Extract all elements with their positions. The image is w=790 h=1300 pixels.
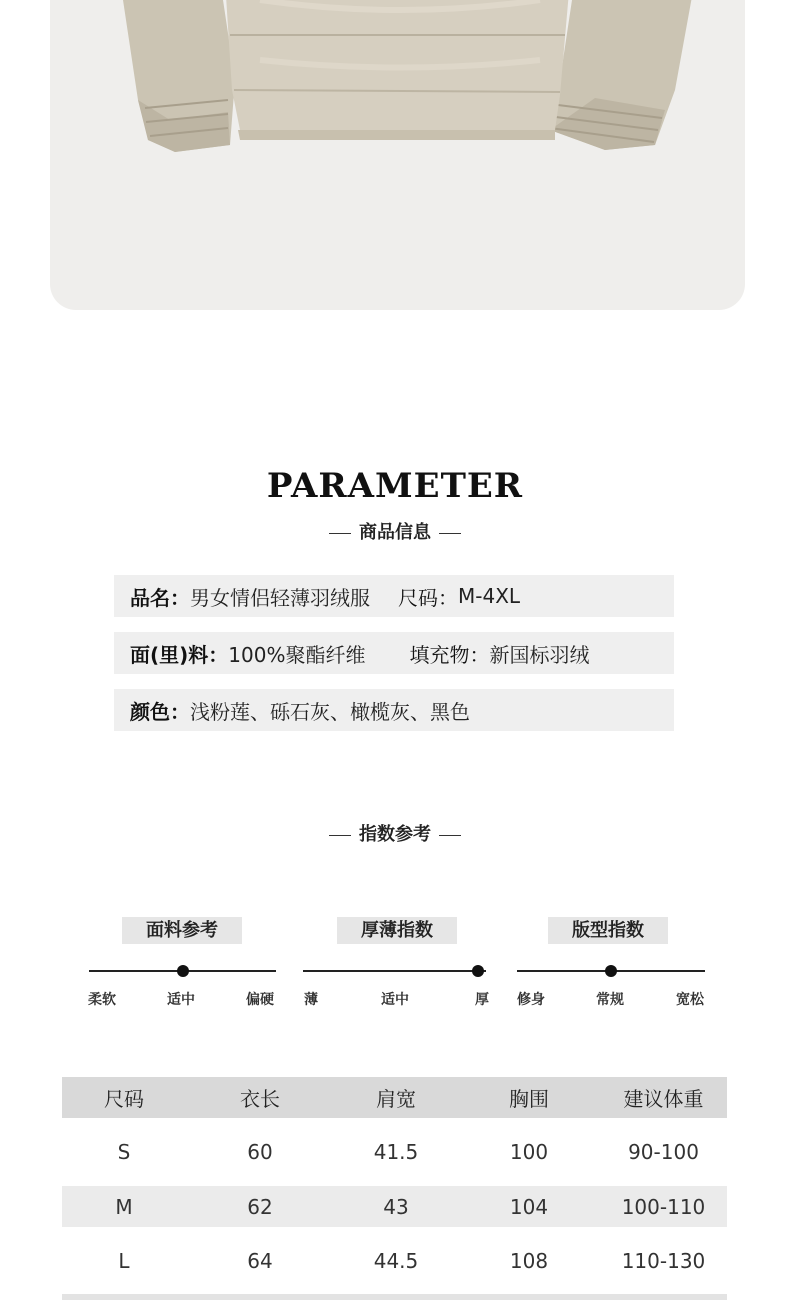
down-jacket-image <box>50 0 745 310</box>
info-row-name-size <box>114 575 674 617</box>
info-value: M-4XL <box>458 584 521 608</box>
product-photo <box>50 0 745 310</box>
page-title: PARAMETER <box>266 466 524 506</box>
table-cell: 90-100 <box>600 1118 727 1186</box>
table-cell: M <box>62 1186 186 1227</box>
info-key: 填充物： <box>409 642 490 667</box>
thickness-scale-marker <box>472 965 484 977</box>
scale-tick: 常规 <box>596 992 624 1008</box>
scale-tick: 柔软 <box>88 992 116 1008</box>
table-header-cell: 胸围 <box>458 1077 600 1118</box>
scale-tick: 偏硬 <box>246 992 274 1008</box>
table-header-cell: 衣长 <box>186 1077 334 1118</box>
table-row <box>62 1186 727 1227</box>
table-header-cell: 建议体重 <box>600 1077 727 1118</box>
table-row <box>62 1227 727 1295</box>
divider-dash <box>439 835 461 836</box>
index-section-subtitle <box>0 820 790 846</box>
info-row-fabric-filling <box>114 632 674 674</box>
table-cell: 64 <box>186 1227 334 1295</box>
info-key: 面(里)料： <box>130 642 229 667</box>
scale-tick: 宽松 <box>676 992 704 1008</box>
fit-scale-label: 版型指数 <box>548 917 668 944</box>
info-row-colors <box>114 689 674 731</box>
table-cell: 100-110 <box>600 1186 727 1227</box>
table-cell: 108 <box>458 1227 600 1295</box>
info-value: 男女情侣轻薄羽绒服 <box>190 585 370 610</box>
info-key: 品名： <box>130 585 190 610</box>
info-value: 浅粉莲、砾石灰、橄榄灰、黑色 <box>190 699 470 724</box>
table-cell: 60 <box>186 1118 334 1186</box>
info-key: 尺码： <box>398 585 458 610</box>
index-heading: 指数参考 <box>359 824 431 845</box>
fit-scale-marker <box>605 965 617 977</box>
fabric-scale-marker <box>177 965 189 977</box>
divider-dash <box>439 533 461 534</box>
table-cell: 62 <box>186 1186 334 1227</box>
table-cell: 110-130 <box>600 1227 727 1295</box>
table-header-cell: 肩宽 <box>334 1077 458 1118</box>
table-row <box>62 1118 727 1186</box>
info-value: 新国标羽绒 <box>489 642 590 667</box>
product-info-heading: 商品信息 <box>359 522 431 543</box>
table-cell: 43 <box>334 1186 458 1227</box>
table-cell: 104 <box>458 1186 600 1227</box>
scale-tick: 厚 <box>475 992 489 1008</box>
table-cell: 44.5 <box>334 1227 458 1295</box>
table-header-cell: 尺码 <box>62 1077 186 1118</box>
info-value: 100%聚酯纤维 <box>228 642 366 667</box>
scale-tick: 适中 <box>167 992 195 1008</box>
scale-tick: 适中 <box>381 992 409 1008</box>
section-subtitle <box>0 518 790 544</box>
table-cell: 100 <box>458 1118 600 1186</box>
table-next-row-strip <box>62 1294 727 1300</box>
thickness-scale-label: 厚薄指数 <box>337 917 457 944</box>
size-table <box>62 1077 727 1295</box>
fabric-scale-label: 面料参考 <box>122 917 242 944</box>
table-cell: L <box>62 1227 186 1295</box>
scale-tick: 修身 <box>517 992 545 1008</box>
divider-dash <box>329 533 351 534</box>
scale-tick: 薄 <box>304 992 318 1008</box>
table-cell: 41.5 <box>334 1118 458 1186</box>
divider-dash <box>329 835 351 836</box>
table-cell: S <box>62 1118 186 1186</box>
thickness-scale-line <box>303 970 486 972</box>
info-key: 颜色： <box>130 699 190 724</box>
table-header-row <box>62 1077 727 1118</box>
